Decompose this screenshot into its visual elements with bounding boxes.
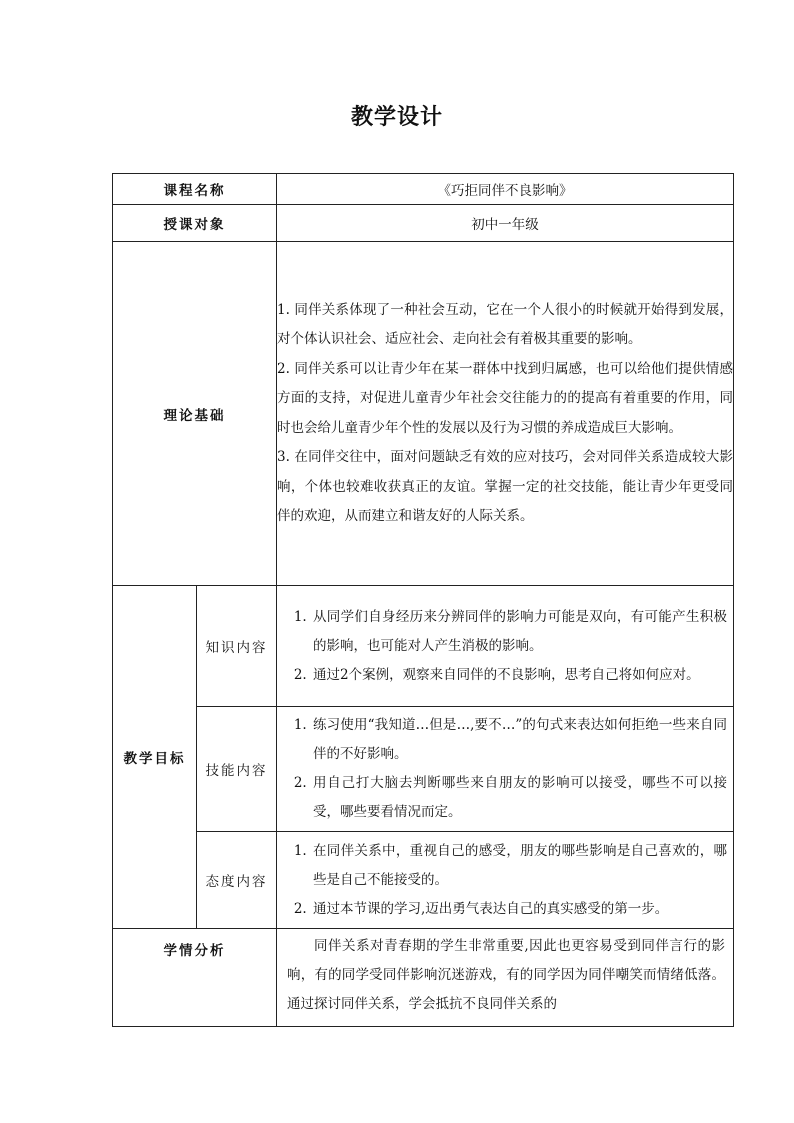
theory-paragraph-2: 2. 同伴关系可以让青少年在某一群体中找到归属感，也可以给他们提供情感方面的支持，对促进儿童青少年社会交往能力的的提高有着重要的作用，同时也会给儿童青少年个性的发展以及行为习惯的养成造成巨大影响。 xyxy=(277,360,733,436)
skill-content xyxy=(277,707,734,832)
skill-item-2: 2. 用自己打大脑去判断哪些来自朋友的影响可以接受，哪些不可以接受，哪些要看情况而定。 xyxy=(311,769,727,827)
audience-row xyxy=(113,205,734,242)
analysis-cell xyxy=(277,929,734,1027)
audience-value: 初中一年级 xyxy=(277,205,734,242)
course-name-value: 《巧拒同伴不良影响》 xyxy=(277,174,734,205)
skill-label: 技能内容 xyxy=(197,707,277,832)
knowledge-item-1: 1. 从同学们自身经历来分辨同伴的影响力可能是双向，有可能产生积极的影响，也可能对人产生消极的影响。 xyxy=(311,603,727,661)
theory-content xyxy=(277,242,734,586)
knowledge-item-2: 2. 通过2个案例，观察来自同伴的不良影响，思考自己将如何应对。 xyxy=(311,661,727,690)
course-name-row xyxy=(113,174,734,205)
theory-row xyxy=(113,242,734,586)
attitude-item-2: 2. 通过本节课的学习,迈出勇气表达自己的真实感受的第一步。 xyxy=(311,895,727,924)
theory-paragraph-1: 1. 同伴关系体现了一种社会互动，它在一个人很小的时候就开始得到发展，对个体认识社会、适应社会、走向社会有着极其重要的影响。 xyxy=(277,301,733,347)
goals-label: 教学目标 xyxy=(113,586,197,929)
knowledge-label: 知识内容 xyxy=(197,586,277,707)
document-title: 教学设计 xyxy=(350,105,443,130)
lesson-plan-table xyxy=(112,173,734,1027)
attitude-label: 态度内容 xyxy=(197,832,277,929)
attitude-list xyxy=(277,833,733,928)
goals-skill-row xyxy=(113,707,734,832)
analysis-row xyxy=(113,929,734,1027)
attitude-item-1: 1. 在同伴关系中，重视自己的感受，朋友的哪些影响是自己喜欢的，哪些是自己不能接受的。 xyxy=(311,837,727,895)
knowledge-content xyxy=(277,586,734,707)
analysis-label: 学情分析 xyxy=(113,929,277,1027)
theory-label: 理论基础 xyxy=(113,242,277,586)
audience-label: 授课对象 xyxy=(113,205,277,242)
goals-attitude-row xyxy=(113,832,734,929)
attitude-content xyxy=(277,832,734,929)
goals-knowledge-row xyxy=(113,586,734,707)
analysis-text: 同伴关系对青春期的学生非常重要,因此也更容易受到同伴言行的影响，有的同学受同伴影响沉迷游戏，有的同学因为同伴嘲笑而情绪低落。通过探讨同伴关系，学会抵抗不良同伴关系的 xyxy=(287,938,725,1012)
course-name-label: 课程名称 xyxy=(113,174,277,205)
knowledge-list xyxy=(277,599,733,694)
skill-list xyxy=(277,707,733,831)
theory-paragraph-3: 3. 在同伴交往中，面对问题缺乏有效的应对技巧，会对同伴关系造成较大影响，个体也较难收获真正的友谊。掌握一定的社交技能，能让青少年更受同伴的欢迎，从而建立和谐友好的人际关系。 xyxy=(277,449,733,524)
skill-item-1: 1. 练习使用“我知道…但是…,要不…”的句式来表达如何拒绝一些来自同伴的不好影响。 xyxy=(311,711,727,769)
